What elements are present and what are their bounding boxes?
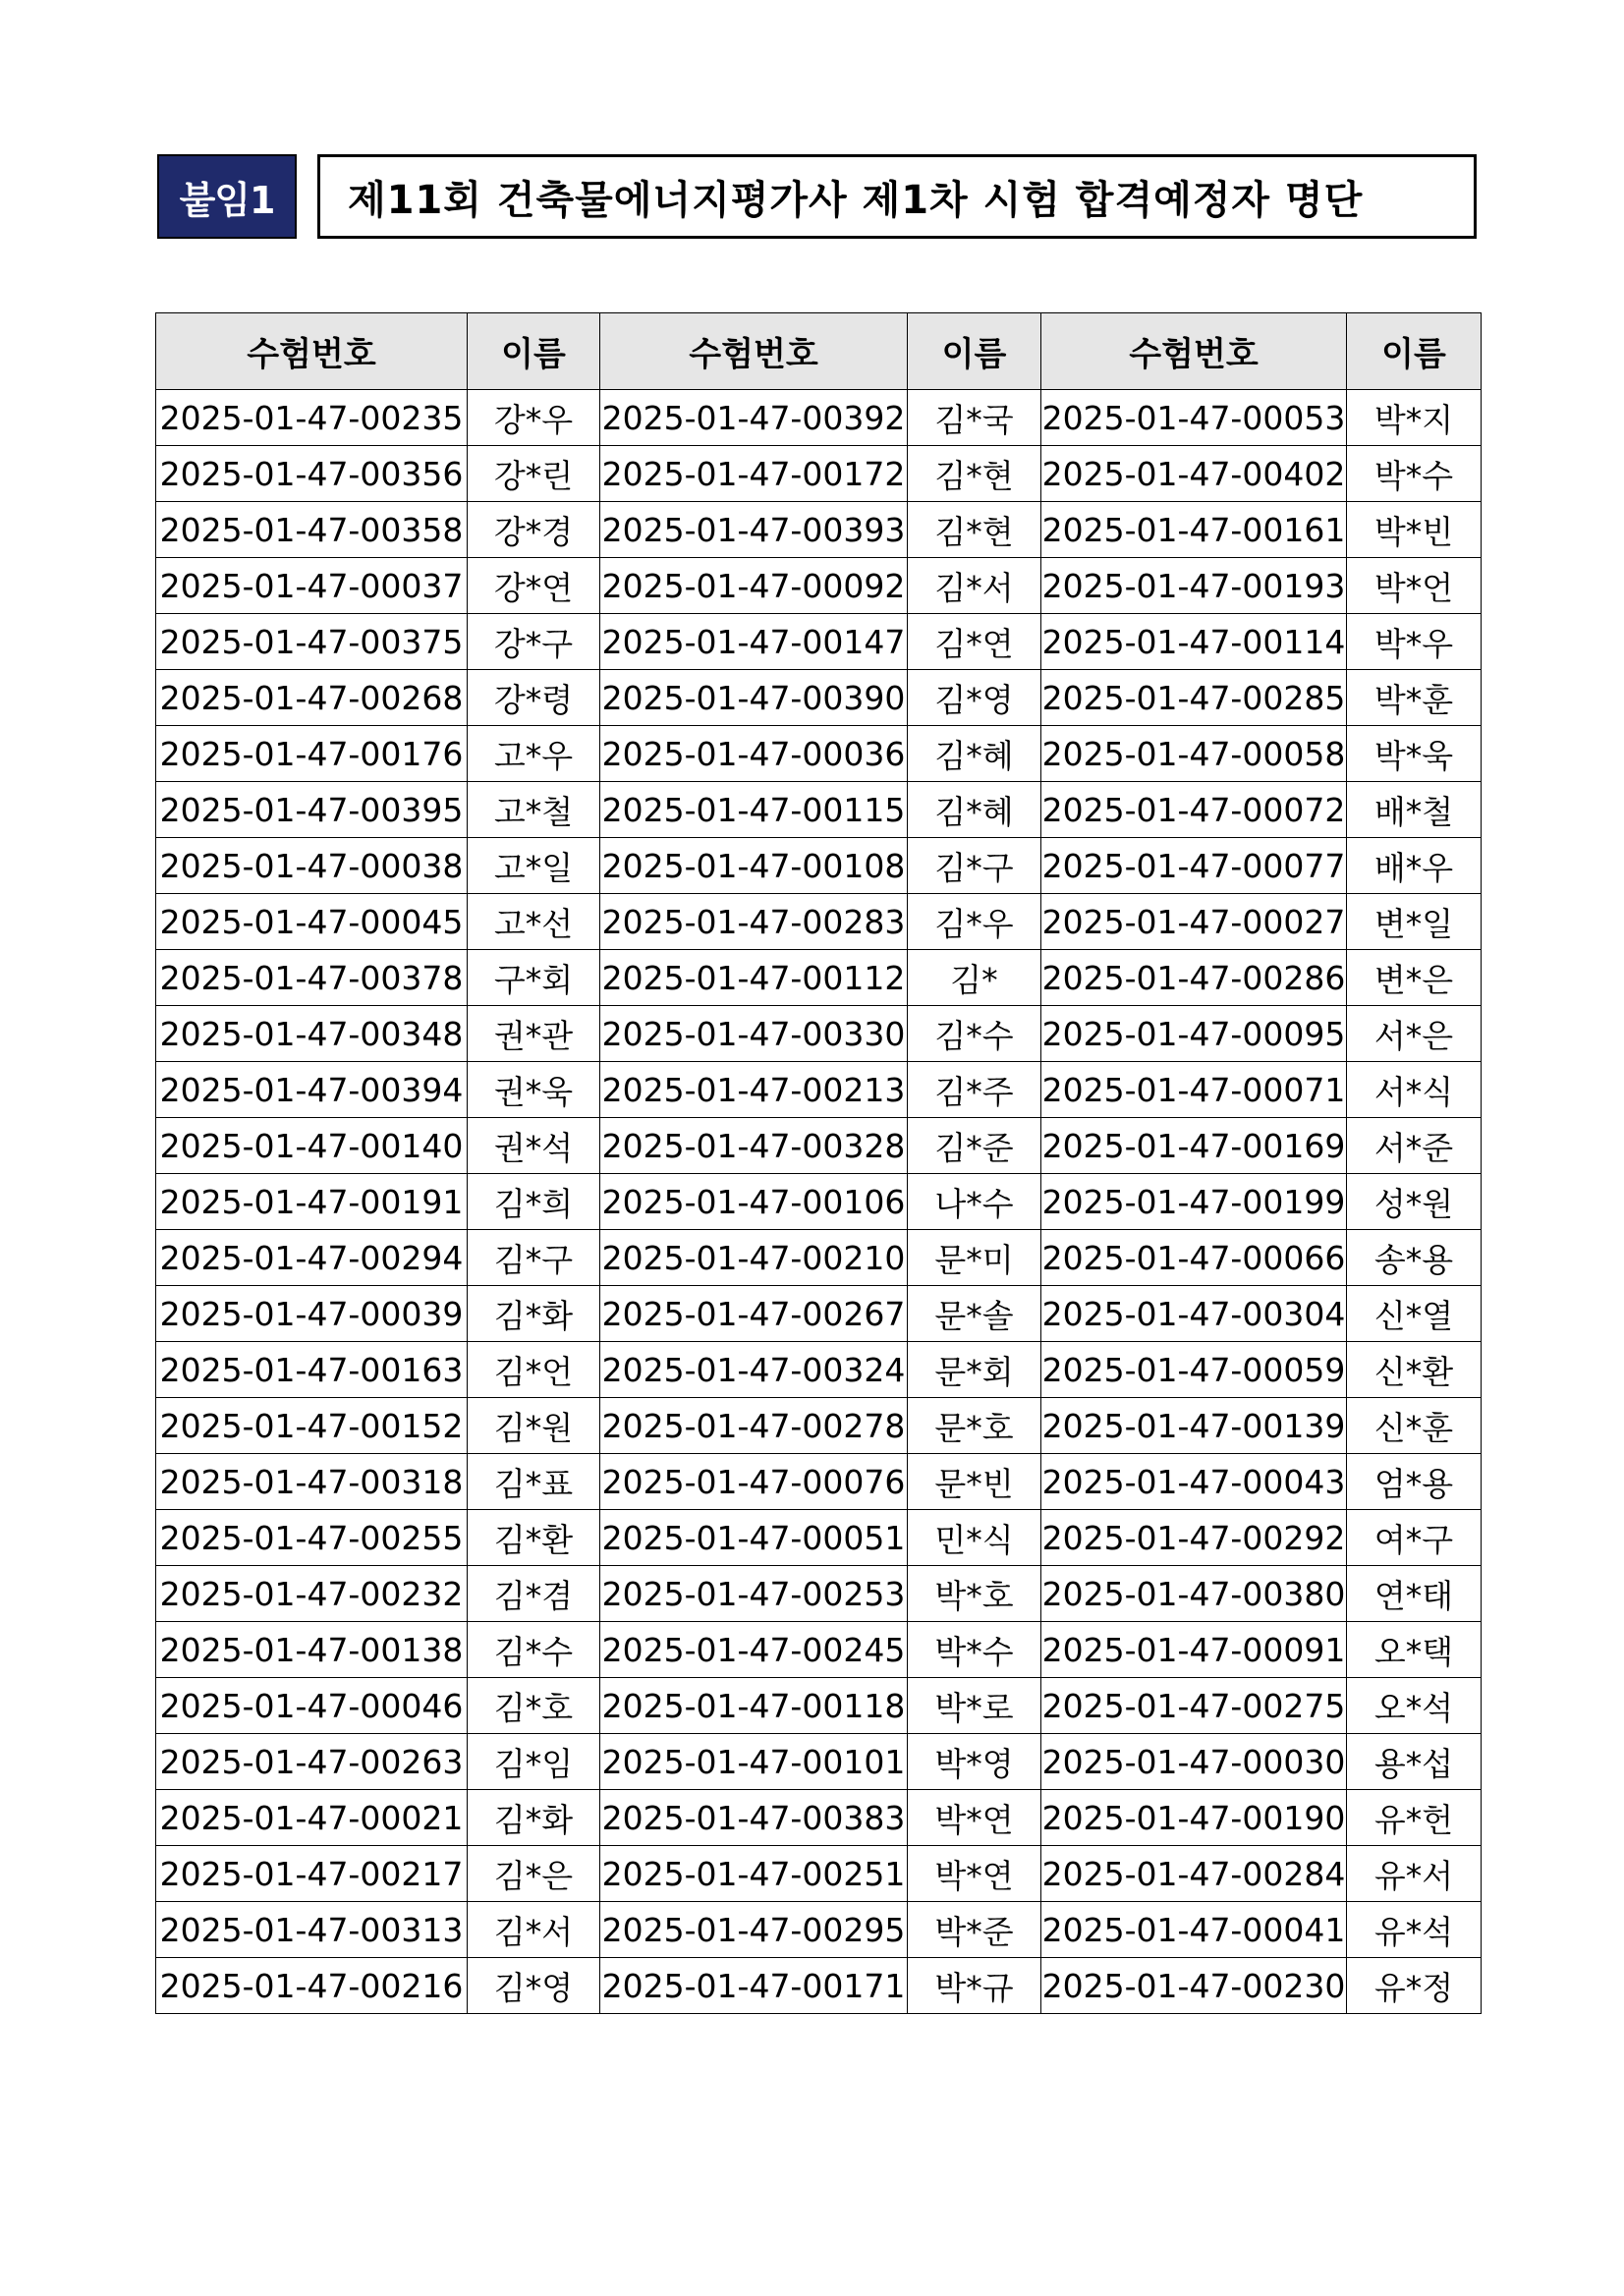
candidate-name-cell: 김*우 bbox=[908, 894, 1041, 950]
table-row bbox=[156, 558, 1482, 614]
candidate-name-cell: 서*은 bbox=[1347, 1006, 1482, 1062]
exam-number-cell: 2025-01-47-00037 bbox=[156, 558, 468, 614]
exam-number-cell: 2025-01-47-00091 bbox=[1041, 1622, 1347, 1678]
exam-number-cell: 2025-01-47-00324 bbox=[600, 1342, 908, 1398]
candidate-name-cell: 송*용 bbox=[1347, 1230, 1482, 1286]
candidate-name-cell: 김*화 bbox=[468, 1790, 600, 1846]
exam-number-cell: 2025-01-47-00152 bbox=[156, 1398, 468, 1454]
candidate-name-cell: 구*회 bbox=[468, 950, 600, 1006]
table-row bbox=[156, 1902, 1482, 1958]
document-title: 제11회 건축물에너지평가사 제1차 시험 합격예정자 명단 bbox=[317, 154, 1477, 239]
exam-number-cell: 2025-01-47-00072 bbox=[1041, 782, 1347, 838]
candidate-name-cell: 문*솔 bbox=[908, 1286, 1041, 1342]
document-header bbox=[157, 154, 1479, 239]
table-row bbox=[156, 950, 1482, 1006]
candidate-name-cell: 배*우 bbox=[1347, 838, 1482, 894]
exam-number-cell: 2025-01-47-00191 bbox=[156, 1174, 468, 1230]
exam-number-cell: 2025-01-47-00115 bbox=[600, 782, 908, 838]
candidate-name-cell: 민*식 bbox=[908, 1510, 1041, 1566]
table-row bbox=[156, 1566, 1482, 1622]
candidate-name-cell: 김*준 bbox=[908, 1118, 1041, 1174]
candidate-name-cell: 박*우 bbox=[1347, 614, 1482, 670]
exam-number-cell: 2025-01-47-00021 bbox=[156, 1790, 468, 1846]
candidate-name-cell: 유*헌 bbox=[1347, 1790, 1482, 1846]
column-header-name: 이름 bbox=[468, 313, 600, 390]
exam-number-cell: 2025-01-47-00395 bbox=[156, 782, 468, 838]
table-row bbox=[156, 614, 1482, 670]
exam-number-cell: 2025-01-47-00383 bbox=[600, 1790, 908, 1846]
candidate-name-cell: 강*연 bbox=[468, 558, 600, 614]
exam-number-cell: 2025-01-47-00394 bbox=[156, 1062, 468, 1118]
exam-number-cell: 2025-01-47-00147 bbox=[600, 614, 908, 670]
candidate-name-cell: 문*호 bbox=[908, 1398, 1041, 1454]
candidate-name-cell: 여*구 bbox=[1347, 1510, 1482, 1566]
candidate-name-cell: 박*언 bbox=[1347, 558, 1482, 614]
exam-number-cell: 2025-01-47-00106 bbox=[600, 1174, 908, 1230]
candidate-name-cell: 문*빈 bbox=[908, 1454, 1041, 1510]
candidate-name-cell: 엄*용 bbox=[1347, 1454, 1482, 1510]
exam-number-cell: 2025-01-47-00235 bbox=[156, 390, 468, 446]
exam-number-cell: 2025-01-47-00217 bbox=[156, 1846, 468, 1902]
exam-number-cell: 2025-01-47-00263 bbox=[156, 1734, 468, 1790]
candidate-name-cell: 박*수 bbox=[908, 1622, 1041, 1678]
exam-number-cell: 2025-01-47-00210 bbox=[600, 1230, 908, 1286]
candidate-name-cell: 김*수 bbox=[468, 1622, 600, 1678]
exam-number-cell: 2025-01-47-00393 bbox=[600, 502, 908, 558]
column-header-exam-number: 수험번호 bbox=[156, 313, 468, 390]
candidate-name-cell: 박*준 bbox=[908, 1902, 1041, 1958]
candidate-name-cell: 김*은 bbox=[468, 1846, 600, 1902]
candidate-name-cell: 김*언 bbox=[468, 1342, 600, 1398]
exam-number-cell: 2025-01-47-00283 bbox=[600, 894, 908, 950]
candidate-name-cell: 박*영 bbox=[908, 1734, 1041, 1790]
column-header-name: 이름 bbox=[908, 313, 1041, 390]
candidate-name-cell: 문*미 bbox=[908, 1230, 1041, 1286]
exam-number-cell: 2025-01-47-00213 bbox=[600, 1062, 908, 1118]
table-row bbox=[156, 1342, 1482, 1398]
exam-number-cell: 2025-01-47-00268 bbox=[156, 670, 468, 726]
candidate-name-cell: 변*일 bbox=[1347, 894, 1482, 950]
exam-number-cell: 2025-01-47-00041 bbox=[1041, 1902, 1347, 1958]
column-header-exam-number: 수험번호 bbox=[600, 313, 908, 390]
table-body bbox=[156, 390, 1482, 2014]
candidate-name-cell: 강*경 bbox=[468, 502, 600, 558]
table-row bbox=[156, 670, 1482, 726]
exam-number-cell: 2025-01-47-00245 bbox=[600, 1622, 908, 1678]
candidate-name-cell: 신*환 bbox=[1347, 1342, 1482, 1398]
candidate-name-cell: 김*서 bbox=[908, 558, 1041, 614]
table-row bbox=[156, 1510, 1482, 1566]
candidate-name-cell: 김*현 bbox=[908, 446, 1041, 502]
exam-number-cell: 2025-01-47-00275 bbox=[1041, 1678, 1347, 1734]
exam-number-cell: 2025-01-47-00161 bbox=[1041, 502, 1347, 558]
exam-number-cell: 2025-01-47-00304 bbox=[1041, 1286, 1347, 1342]
candidate-name-cell: 박*호 bbox=[908, 1566, 1041, 1622]
candidate-name-cell: 나*수 bbox=[908, 1174, 1041, 1230]
exam-number-cell: 2025-01-47-00356 bbox=[156, 446, 468, 502]
candidate-name-cell: 김*표 bbox=[468, 1454, 600, 1510]
candidate-name-cell: 김*영 bbox=[468, 1958, 600, 2014]
exam-number-cell: 2025-01-47-00253 bbox=[600, 1566, 908, 1622]
table-row bbox=[156, 782, 1482, 838]
candidate-name-cell: 김*서 bbox=[468, 1902, 600, 1958]
candidate-name-cell: 김*화 bbox=[468, 1286, 600, 1342]
candidate-name-cell: 유*서 bbox=[1347, 1846, 1482, 1902]
candidate-name-cell: 김*겸 bbox=[468, 1566, 600, 1622]
candidate-name-cell: 서*준 bbox=[1347, 1118, 1482, 1174]
exam-number-cell: 2025-01-47-00172 bbox=[600, 446, 908, 502]
exam-number-cell: 2025-01-47-00193 bbox=[1041, 558, 1347, 614]
candidate-name-cell: 김*호 bbox=[468, 1678, 600, 1734]
exam-number-cell: 2025-01-47-00059 bbox=[1041, 1342, 1347, 1398]
candidate-name-cell: 강*우 bbox=[468, 390, 600, 446]
candidate-name-cell: 유*정 bbox=[1347, 1958, 1482, 2014]
candidate-name-cell: 오*택 bbox=[1347, 1622, 1482, 1678]
exam-number-cell: 2025-01-47-00313 bbox=[156, 1902, 468, 1958]
candidate-name-cell: 김*수 bbox=[908, 1006, 1041, 1062]
candidate-name-cell: 권*욱 bbox=[468, 1062, 600, 1118]
table-row bbox=[156, 1006, 1482, 1062]
candidate-name-cell: 김*혜 bbox=[908, 726, 1041, 782]
exam-number-cell: 2025-01-47-00255 bbox=[156, 1510, 468, 1566]
exam-number-cell: 2025-01-47-00045 bbox=[156, 894, 468, 950]
candidate-name-cell: 김*영 bbox=[908, 670, 1041, 726]
table-row bbox=[156, 1958, 1482, 2014]
table-row bbox=[156, 1454, 1482, 1510]
table-row bbox=[156, 1286, 1482, 1342]
table-row bbox=[156, 1790, 1482, 1846]
exam-number-cell: 2025-01-47-00294 bbox=[156, 1230, 468, 1286]
exam-number-cell: 2025-01-47-00077 bbox=[1041, 838, 1347, 894]
candidate-name-cell: 성*원 bbox=[1347, 1174, 1482, 1230]
candidate-name-cell: 연*태 bbox=[1347, 1566, 1482, 1622]
candidate-name-cell: 오*석 bbox=[1347, 1678, 1482, 1734]
exam-number-cell: 2025-01-47-00176 bbox=[156, 726, 468, 782]
exam-number-cell: 2025-01-47-00076 bbox=[600, 1454, 908, 1510]
candidate-name-cell: 서*식 bbox=[1347, 1062, 1482, 1118]
exam-number-cell: 2025-01-47-00053 bbox=[1041, 390, 1347, 446]
candidate-name-cell: 문*회 bbox=[908, 1342, 1041, 1398]
candidate-name-cell: 고*우 bbox=[468, 726, 600, 782]
exam-number-cell: 2025-01-47-00286 bbox=[1041, 950, 1347, 1006]
candidate-name-cell: 김*환 bbox=[468, 1510, 600, 1566]
table-row bbox=[156, 894, 1482, 950]
exam-number-cell: 2025-01-47-00216 bbox=[156, 1958, 468, 2014]
exam-number-cell: 2025-01-47-00140 bbox=[156, 1118, 468, 1174]
table-header-row bbox=[156, 313, 1482, 390]
table-row bbox=[156, 1734, 1482, 1790]
exam-number-cell: 2025-01-47-00039 bbox=[156, 1286, 468, 1342]
table-row bbox=[156, 838, 1482, 894]
candidate-name-cell: 김*임 bbox=[468, 1734, 600, 1790]
candidate-name-cell: 강*린 bbox=[468, 446, 600, 502]
candidate-name-cell: 박*훈 bbox=[1347, 670, 1482, 726]
exam-number-cell: 2025-01-47-00348 bbox=[156, 1006, 468, 1062]
exam-number-cell: 2025-01-47-00058 bbox=[1041, 726, 1347, 782]
candidate-name-cell: 김*국 bbox=[908, 390, 1041, 446]
exam-number-cell: 2025-01-47-00392 bbox=[600, 390, 908, 446]
candidate-name-cell: 권*관 bbox=[468, 1006, 600, 1062]
exam-number-cell: 2025-01-47-00092 bbox=[600, 558, 908, 614]
exam-number-cell: 2025-01-47-00051 bbox=[600, 1510, 908, 1566]
column-header-name: 이름 bbox=[1347, 313, 1482, 390]
exam-number-cell: 2025-01-47-00095 bbox=[1041, 1006, 1347, 1062]
exam-number-cell: 2025-01-47-00251 bbox=[600, 1846, 908, 1902]
candidate-name-cell: 고*철 bbox=[468, 782, 600, 838]
exam-number-cell: 2025-01-47-00318 bbox=[156, 1454, 468, 1510]
candidate-name-cell: 변*은 bbox=[1347, 950, 1482, 1006]
exam-number-cell: 2025-01-47-00278 bbox=[600, 1398, 908, 1454]
candidate-name-cell: 박*연 bbox=[908, 1846, 1041, 1902]
table-row bbox=[156, 1118, 1482, 1174]
candidate-name-cell: 김*구 bbox=[468, 1230, 600, 1286]
exam-number-cell: 2025-01-47-00108 bbox=[600, 838, 908, 894]
exam-number-cell: 2025-01-47-00071 bbox=[1041, 1062, 1347, 1118]
candidate-name-cell: 박*빈 bbox=[1347, 502, 1482, 558]
candidate-name-cell: 박*규 bbox=[908, 1958, 1041, 2014]
exam-number-cell: 2025-01-47-00139 bbox=[1041, 1398, 1347, 1454]
candidate-name-cell: 강*구 bbox=[468, 614, 600, 670]
candidate-name-cell: 신*열 bbox=[1347, 1286, 1482, 1342]
table-row bbox=[156, 1846, 1482, 1902]
table-row bbox=[156, 1230, 1482, 1286]
exam-number-cell: 2025-01-47-00043 bbox=[1041, 1454, 1347, 1510]
exam-number-cell: 2025-01-47-00046 bbox=[156, 1678, 468, 1734]
candidate-name-cell: 김*혜 bbox=[908, 782, 1041, 838]
table-row bbox=[156, 446, 1482, 502]
candidate-name-cell: 신*훈 bbox=[1347, 1398, 1482, 1454]
candidate-name-cell: 김*연 bbox=[908, 614, 1041, 670]
exam-number-cell: 2025-01-47-00267 bbox=[600, 1286, 908, 1342]
table-row bbox=[156, 1398, 1482, 1454]
candidate-name-cell: 권*석 bbox=[468, 1118, 600, 1174]
candidate-name-cell: 박*수 bbox=[1347, 446, 1482, 502]
candidate-name-cell: 박*욱 bbox=[1347, 726, 1482, 782]
candidate-name-cell: 김*희 bbox=[468, 1174, 600, 1230]
candidate-name-cell: 박*지 bbox=[1347, 390, 1482, 446]
table-row bbox=[156, 390, 1482, 446]
exam-number-cell: 2025-01-47-00030 bbox=[1041, 1734, 1347, 1790]
exam-number-cell: 2025-01-47-00328 bbox=[600, 1118, 908, 1174]
exam-number-cell: 2025-01-47-00112 bbox=[600, 950, 908, 1006]
candidate-name-cell: 김*구 bbox=[908, 838, 1041, 894]
table-row bbox=[156, 1062, 1482, 1118]
candidate-name-cell: 김*주 bbox=[908, 1062, 1041, 1118]
exam-number-cell: 2025-01-47-00199 bbox=[1041, 1174, 1347, 1230]
exam-number-cell: 2025-01-47-00358 bbox=[156, 502, 468, 558]
exam-number-cell: 2025-01-47-00292 bbox=[1041, 1510, 1347, 1566]
table-row bbox=[156, 726, 1482, 782]
table-row bbox=[156, 502, 1482, 558]
candidate-name-cell: 김* bbox=[908, 950, 1041, 1006]
exam-number-cell: 2025-01-47-00163 bbox=[156, 1342, 468, 1398]
exam-number-cell: 2025-01-47-00190 bbox=[1041, 1790, 1347, 1846]
exam-number-cell: 2025-01-47-00114 bbox=[1041, 614, 1347, 670]
candidate-name-cell: 고*선 bbox=[468, 894, 600, 950]
attachment-badge: 붙임1 bbox=[157, 154, 297, 239]
exam-number-cell: 2025-01-47-00330 bbox=[600, 1006, 908, 1062]
exam-number-cell: 2025-01-47-00232 bbox=[156, 1566, 468, 1622]
candidate-name-cell: 박*로 bbox=[908, 1678, 1041, 1734]
candidate-name-cell: 고*일 bbox=[468, 838, 600, 894]
exam-number-cell: 2025-01-47-00138 bbox=[156, 1622, 468, 1678]
exam-number-cell: 2025-01-47-00036 bbox=[600, 726, 908, 782]
exam-number-cell: 2025-01-47-00390 bbox=[600, 670, 908, 726]
candidate-name-cell: 유*석 bbox=[1347, 1902, 1482, 1958]
exam-number-cell: 2025-01-47-00101 bbox=[600, 1734, 908, 1790]
exam-number-cell: 2025-01-47-00171 bbox=[600, 1958, 908, 2014]
exam-number-cell: 2025-01-47-00380 bbox=[1041, 1566, 1347, 1622]
candidate-table bbox=[155, 312, 1482, 2014]
candidate-name-cell: 배*철 bbox=[1347, 782, 1482, 838]
exam-number-cell: 2025-01-47-00027 bbox=[1041, 894, 1347, 950]
exam-number-cell: 2025-01-47-00284 bbox=[1041, 1846, 1347, 1902]
exam-number-cell: 2025-01-47-00230 bbox=[1041, 1958, 1347, 2014]
exam-number-cell: 2025-01-47-00375 bbox=[156, 614, 468, 670]
table-row bbox=[156, 1622, 1482, 1678]
exam-number-cell: 2025-01-47-00118 bbox=[600, 1678, 908, 1734]
exam-number-cell: 2025-01-47-00295 bbox=[600, 1902, 908, 1958]
exam-number-cell: 2025-01-47-00378 bbox=[156, 950, 468, 1006]
candidate-name-cell: 강*령 bbox=[468, 670, 600, 726]
candidate-name-cell: 김*현 bbox=[908, 502, 1041, 558]
exam-number-cell: 2025-01-47-00402 bbox=[1041, 446, 1347, 502]
candidate-name-cell: 박*연 bbox=[908, 1790, 1041, 1846]
column-header-exam-number: 수험번호 bbox=[1041, 313, 1347, 390]
candidate-name-cell: 용*섭 bbox=[1347, 1734, 1482, 1790]
candidate-name-cell: 김*원 bbox=[468, 1398, 600, 1454]
exam-number-cell: 2025-01-47-00169 bbox=[1041, 1118, 1347, 1174]
exam-number-cell: 2025-01-47-00285 bbox=[1041, 670, 1347, 726]
exam-number-cell: 2025-01-47-00038 bbox=[156, 838, 468, 894]
table-row bbox=[156, 1174, 1482, 1230]
exam-number-cell: 2025-01-47-00066 bbox=[1041, 1230, 1347, 1286]
table-row bbox=[156, 1678, 1482, 1734]
